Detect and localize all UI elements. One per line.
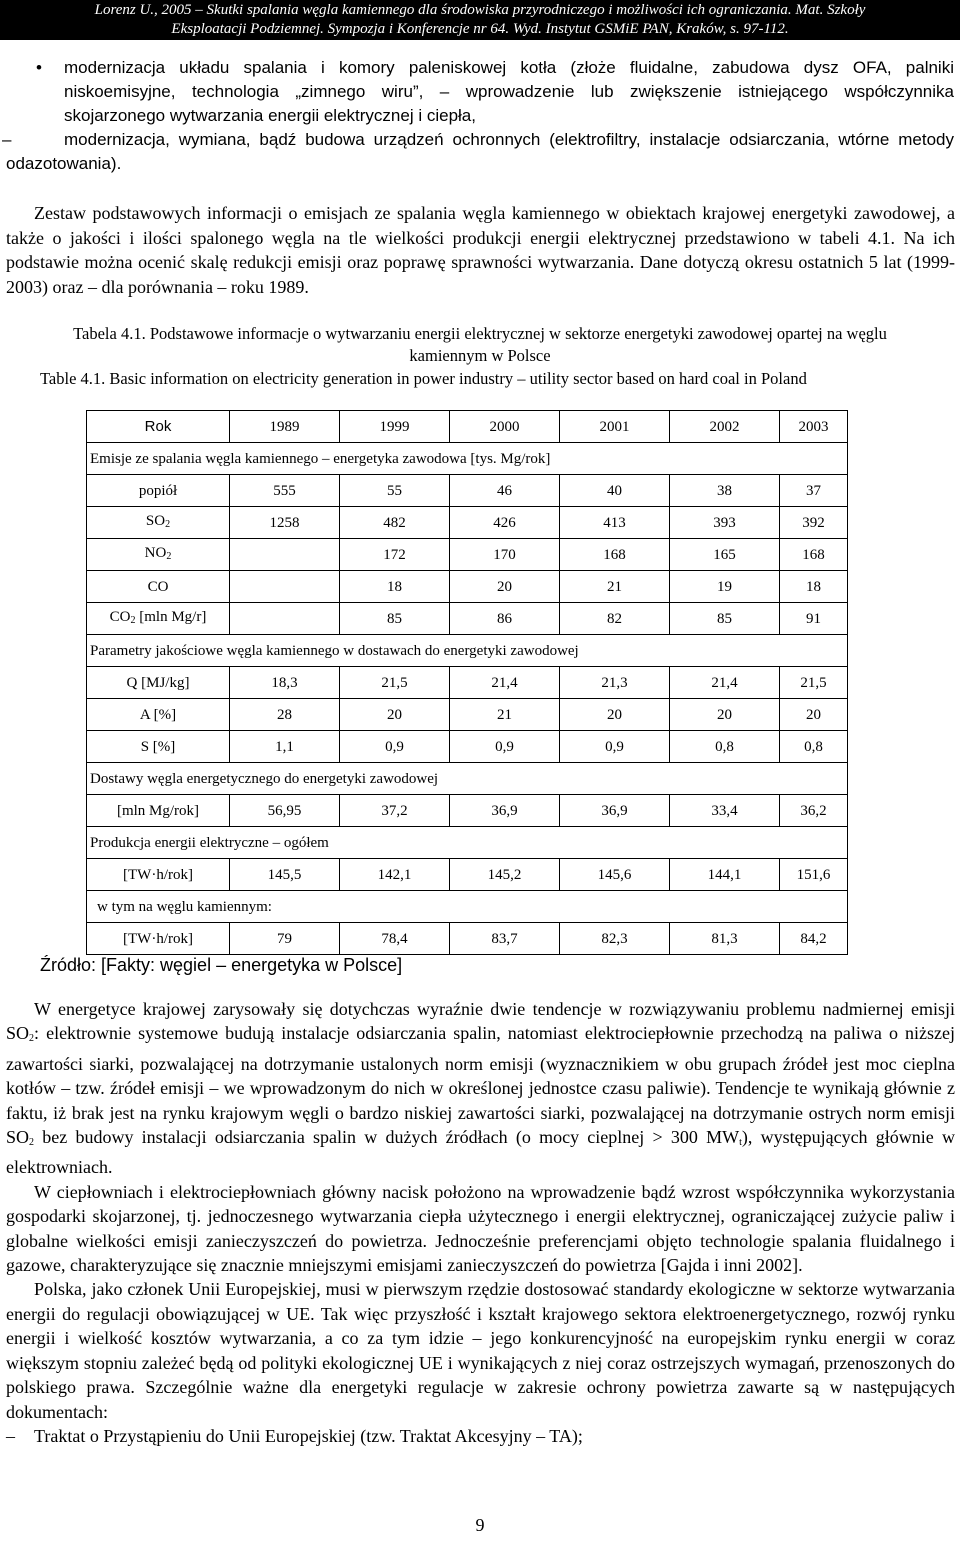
table-row — [87, 667, 848, 699]
dash-marker: – — [2, 130, 12, 149]
table-cell: Q [MJ/kg] — [87, 667, 230, 699]
table-cell: 165 — [670, 539, 780, 571]
section-label: Produkcja energii elektryczne – ogółem — [87, 827, 848, 859]
table-cell: 21,5 — [340, 667, 450, 699]
table-cell: 18 — [780, 571, 848, 603]
table-row — [87, 539, 848, 571]
table-cell: 426 — [450, 507, 560, 539]
paragraph — [6, 997, 955, 1180]
table-cell: 37 — [780, 475, 848, 507]
table-cell: 84,2 — [780, 923, 848, 955]
table-cell: 40 — [560, 475, 670, 507]
table-cell: 21,3 — [560, 667, 670, 699]
table-cell: [TW·h/rok] — [87, 859, 230, 891]
table-cell: 482 — [340, 507, 450, 539]
subscript: 2 — [29, 1137, 35, 1149]
table-cell: 21,5 — [780, 667, 848, 699]
table-cell: 0,9 — [560, 731, 670, 763]
table-cell: 142,1 — [340, 859, 450, 891]
table-row — [87, 507, 848, 539]
table-cell: 38 — [670, 475, 780, 507]
table-cell: 0,9 — [340, 731, 450, 763]
table-cell: 20 — [450, 571, 560, 603]
paragraph: W ciepłowniach i elektrociepłowniach główny nacisk położono na wprowadzenie bądź wzrost współczynnika wykorzystania gospodarki skojarzonej, tj. jednoczesnego wytwarzania ciepła użytecznego i energii elektrycznej, ograniczającej zużycie paliw i globalne wielkości emisji zanieczyszczeń do powietrza. Jednocześnie preferencjami objęto technologie spalania fluidalnego i gazowe, charakteryzujące się znacznie mniejszymi emisjami zanieczyszczeń do powietrza [Gajda i inni 2002]. — [6, 1181, 955, 1276]
table-row — [87, 859, 848, 891]
caption-line-2: kamiennym w Polsce — [409, 346, 551, 365]
table-cell — [230, 571, 340, 603]
table-cell: 2002 — [670, 411, 780, 443]
table-cell: 18,3 — [230, 667, 340, 699]
table-section-row — [87, 635, 848, 667]
subscript: 2 — [29, 1033, 35, 1045]
table-cell: 21,4 — [450, 667, 560, 699]
paragraph: Polska, jako członek Unii Europejskiej, musi w pierwszym rzędzie dostosować standardy ekologiczne w sektorze wytwarzania energii do regulacji obowiązującej w UE. Tak więc przyszłość i kształt krajowego sektora elektroenergetycznego, rozwój rynku energii i wielkość kosztów wytwarzania, a co za tym idzie – jego konkurencyjność na europejskim rynku energii w coraz większym stopniu zależeć będą od polityki ekologicznej UE i wynikających z niej coraz ostrzejszych wymagań, przenoszonych do polskiego prawa. Szczególnie ważne dla energetyki regulacje w zakresie ochrony powietrza zawarte są w następujących dokumentach: — [6, 1279, 955, 1422]
table-cell: 168 — [780, 539, 848, 571]
table-cell: A [%] — [87, 699, 230, 731]
table-cell: 20 — [340, 699, 450, 731]
section-label: Parametry jakościowe węgla kamiennego w dostawach do energetyki zawodowej — [87, 635, 848, 667]
row-label: CO — [109, 608, 131, 625]
table-cell: 0,8 — [780, 731, 848, 763]
citation-header — [0, 0, 960, 40]
table-cell: 145,5 — [230, 859, 340, 891]
table-cell: 33,4 — [670, 795, 780, 827]
table-cell: 20 — [780, 699, 848, 731]
text-run: W energetyce krajowej zarysowały się dotychczas wyraźnie dwie tendencje w rozwiązywaniu problemu nadmiernej emisji SO — [6, 999, 955, 1044]
table-cell: 413 — [560, 507, 670, 539]
table-row — [87, 731, 848, 763]
table-section-row — [87, 891, 848, 923]
table-cell: 0,8 — [670, 731, 780, 763]
table-cell: 2003 — [780, 411, 848, 443]
bullet-list — [0, 56, 960, 176]
table-cell: 2000 — [450, 411, 560, 443]
table-cell: 21 — [560, 571, 670, 603]
table-cell: 145,6 — [560, 859, 670, 891]
section-label: Dostawy węgla energetycznego do energetyki zawodowej — [87, 763, 848, 795]
section-label: Emisje ze spalania węgla kamiennego – energetyka zawodowa [tys. Mg/rok] — [87, 443, 848, 475]
table-cell: 37,2 — [340, 795, 450, 827]
table-cell: 19 — [670, 571, 780, 603]
table-cell: 21,4 — [670, 667, 780, 699]
table-cell: CO — [87, 571, 230, 603]
table-cell: 1258 — [230, 507, 340, 539]
table-cell: 36,9 — [450, 795, 560, 827]
table-cell: popiół — [87, 475, 230, 507]
section-label: w tym na węglu kamiennym: — [87, 891, 848, 923]
table-cell: 168 — [560, 539, 670, 571]
table-cell: 393 — [670, 507, 780, 539]
table-row — [87, 571, 848, 603]
subscript: t — [739, 1137, 742, 1149]
subscript: 2 — [166, 550, 172, 562]
table-section-row — [87, 763, 848, 795]
dash-marker: – — [6, 1425, 15, 1446]
table-header-row — [87, 411, 848, 443]
table-caption-pl — [0, 323, 960, 367]
table-cell: 91 — [780, 603, 848, 635]
text-run: bez budowy instalacji odsiarczania spalin w dużych źródłach (o mocy cieplnej > 300 MW — [34, 1127, 740, 1148]
bullet-text: modernizacja, wymiana, bądź budowa urządzeń ochronnych (elektrofiltry, instalacje odsiarczania, wtórne metody odazotowania). — [6, 130, 954, 173]
bullet-item — [0, 56, 960, 128]
citation-line-2: Eksploatacji Podziemnej. Sympozja i Konferencje nr 64. Wyd. Instytut GSMiE PAN, Kraków, s. 97-112. — [171, 21, 789, 37]
text-run: ), występujących głównie w elektrowniach. — [6, 1127, 955, 1178]
table-cell: 20 — [670, 699, 780, 731]
table-cell: 83,7 — [450, 923, 560, 955]
table-row — [87, 603, 848, 635]
table-cell: 36,2 — [780, 795, 848, 827]
caption-line-1: Tabela 4.1. Podstawowe informacje o wytwarzaniu energii elektrycznej w sektorze energetyki zawodowej opartej na węglu — [73, 324, 887, 343]
table-cell — [87, 603, 230, 635]
table-cell: 2001 — [560, 411, 670, 443]
table-cell: S [%] — [87, 731, 230, 763]
table-cell: 85 — [670, 603, 780, 635]
table-section-row — [87, 443, 848, 475]
table-cell: 55 — [340, 475, 450, 507]
table-cell: 82,3 — [560, 923, 670, 955]
table-cell: 151,6 — [780, 859, 848, 891]
citation-line-1: Lorenz U., 2005 – Skutki spalania węgla kamiennego dla środowiska przyrodniczego i możliwości ich ograniczania. Mat. Szkoły — [94, 2, 866, 18]
table-cell: 1999 — [340, 411, 450, 443]
table-cell: 0,9 — [450, 731, 560, 763]
table-cell: 85 — [340, 603, 450, 635]
list-item-text: Traktat o Przystąpieniu do Unii Europejskiej (tzw. Traktat Akcesyjny – TA); — [34, 1425, 583, 1446]
table-row — [87, 475, 848, 507]
intro-paragraph: Zestaw podstawowych informacji o emisjach ze spalania węgla kamiennego w obiektach krajowej energetyki zawodowej, a także o jakości i ilości spalonego węgla na tle wielkości produkcji energii elektrycznej przedstawiono w tabeli 4.1. Na ich podstawie można ocenić skalę redukcji emisji oraz poprawę sprawności wytwarzania. Dane dotyczą okresu ostatnich 5 lat (1999-2003) oraz – dla porównania – roku 1989. — [6, 203, 955, 297]
table-cell: 46 — [450, 475, 560, 507]
table-cell: Rok — [87, 411, 230, 443]
table-cell: [TW·h/rok] — [87, 923, 230, 955]
page-number: 9 — [475, 1515, 485, 1535]
table-cell: 20 — [560, 699, 670, 731]
table-cell: 78,4 — [340, 923, 450, 955]
table-source: Źródło: [Fakty: węgiel – energetyka w Polsce] — [40, 955, 403, 975]
table-cell: 144,1 — [670, 859, 780, 891]
table-cell: 170 — [450, 539, 560, 571]
row-label: NO — [144, 544, 167, 561]
table-cell: 28 — [230, 699, 340, 731]
table-cell: [mln Mg/rok] — [87, 795, 230, 827]
table-cell: 36,9 — [560, 795, 670, 827]
table-cell: 172 — [340, 539, 450, 571]
table-cell: 1,1 — [230, 731, 340, 763]
text-run: : elektrownie systemowe budują instalacje odsiarczania spalin, natomiast elektrociepłownie przechodzą na paliwa o niższej zawartości siarki, pozwalającej na dotrzymanie ustalonych norm emisji (wyznacznikiem w obu grupach źródeł jest moc cieplna kotłów – tzw. źródeł emisji – we wprowadzonym do nich w określonej jednostce czasu paliwie). Tendencje te wynikają głównie z faktu, iż brak jest na rynku krajowym węgli o bardzo niskiej zawartości siarki, pozwalającej na dotrzymanie ostrych norm emisji SO — [6, 1023, 955, 1148]
bullet-item — [0, 128, 960, 176]
table-cell: 555 — [230, 475, 340, 507]
table-cell — [230, 539, 340, 571]
table-cell: 86 — [450, 603, 560, 635]
table-cell — [87, 507, 230, 539]
table-row — [87, 699, 848, 731]
table-cell: 81,3 — [670, 923, 780, 955]
table-cell: 145,2 — [450, 859, 560, 891]
table-cell: 21 — [450, 699, 560, 731]
table-cell — [230, 603, 340, 635]
table-row — [87, 795, 848, 827]
table-cell: 18 — [340, 571, 450, 603]
table-cell: 82 — [560, 603, 670, 635]
row-label: SO — [145, 512, 166, 529]
table-row — [87, 923, 848, 955]
bullet-text: modernizacja układu spalania i komory paleniskowej kotła (złoże fluidalne, zabudowa dysz OFA, palniki niskoemisyjne, technologia „zimnego wiru”, – wprowadzenie lub zwiększenie istniejącego współczynnika skojarzonego wytwarzania energii elektrycznej i ciepła, — [64, 58, 954, 125]
table-section-row — [87, 827, 848, 859]
table-cell — [87, 539, 230, 571]
table-caption-en: Table 4.1. Basic information on electricity generation in power industry – utility sector based on hard coal in Poland — [40, 369, 807, 388]
bullet-marker: • — [36, 58, 42, 77]
subscript: 2 — [165, 518, 171, 530]
table-cell: 1989 — [230, 411, 340, 443]
data-table — [86, 410, 848, 955]
subscript: 2 — [130, 614, 136, 626]
table-cell: 56,95 — [230, 795, 340, 827]
table-cell: 392 — [780, 507, 848, 539]
row-unit: [mln Mg/r] — [135, 608, 207, 625]
body-text — [6, 997, 955, 1448]
table-cell: 79 — [230, 923, 340, 955]
list-item — [6, 1424, 955, 1448]
